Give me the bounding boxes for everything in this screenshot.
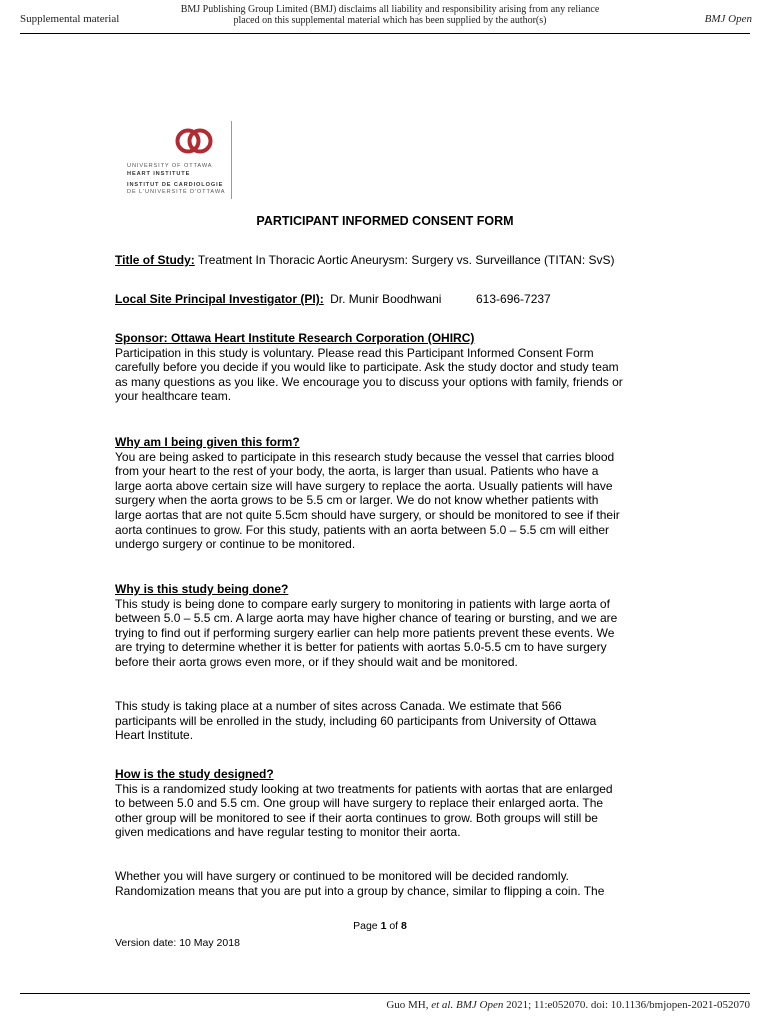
disclaimer-line-1: BMJ Publishing Group Limited (BMJ) disclaims all liability and responsibility arising from any reliance: [180, 4, 600, 15]
page-number: [0, 920, 760, 932]
sites-paragraph: [115, 699, 660, 743]
intro-line: carefully before you decide if you would like to participate. Ask the study doctor and study team: [115, 360, 619, 375]
design-line: to between 5.0 and 5.5 cm. One group will have surgery to replace their enlarged aorta. The: [115, 796, 604, 811]
citation-rest: 2021; 11:e052070. doi: 10.1136/bmjopen-2021-052070: [503, 999, 750, 1011]
why-study-section: [115, 582, 660, 670]
journal-name: BMJ Open: [704, 13, 752, 25]
version-date: Version date: 10 May 2018: [115, 937, 240, 949]
randomization-paragraph: [115, 869, 660, 898]
design-line: given medications and have regular testing to monitor their aorta.: [115, 825, 461, 840]
pi-name: Dr. Munir Boodhwani: [330, 292, 442, 306]
design-line: This is a randomized study looking at two treatments for patients with aortas that are enlarged: [115, 781, 613, 796]
logo-text-universite: DE L'UNIVERSITÉ D'OTTAWA: [127, 189, 226, 195]
pi-label: Local Site Principal Investigator (PI):: [115, 292, 324, 306]
page-of: of: [386, 920, 402, 932]
page-current: 1: [380, 920, 387, 932]
randomization-line: Randomization means that you are put into a group by chance, similar to flipping a coin. The: [115, 883, 605, 898]
why-study-line: This study is being done to compare early surgery to monitoring in patients with large aorta of: [115, 596, 610, 611]
citation-author: Guo MH,: [386, 999, 432, 1011]
design-section: [115, 767, 660, 840]
why-study-line: before their aorta grows even more, or if they should wait and be monitored.: [115, 654, 518, 669]
heart-logo-icon: [174, 126, 214, 156]
sponsor-heading: Sponsor: Ottawa Heart Institute Research Corporation (OHIRC): [115, 331, 475, 345]
logo-divider: [231, 121, 232, 199]
why-form-heading: Why am I being given this form?: [115, 435, 300, 449]
logo-text-heart-institute: HEART INSTITUTE: [127, 171, 191, 177]
logo-text-university: UNIVERSITY OF OTTAWA: [127, 163, 213, 169]
footer-divider: [20, 993, 750, 994]
why-study-line: are trying to determine whether it is better for patients with aortas 5.0-5.5 cm to have surgery: [115, 640, 607, 655]
supplemental-label: Supplemental material: [20, 13, 120, 25]
why-form-line: You are being asked to participate in this research study because the vessel that carries blood: [115, 449, 615, 464]
page-prefix: Page: [353, 920, 381, 932]
sites-line: participants will be enrolled in the study, including 60 participants from University of Ottawa: [115, 713, 597, 728]
design-line: other group will be monitored to see if their aorta continues to grow. Both groups will still be: [115, 810, 598, 825]
citation: [386, 999, 750, 1011]
heart-institute-logo: [122, 126, 232, 206]
intro-line: as many questions as you like. We encourage you to discuss your options with family, friends or: [115, 374, 623, 389]
pi-phone: 613-696-7237: [476, 292, 551, 306]
why-form-line: large aorta above certain size will have surgery to replace the aorta. Usually patients will have: [115, 478, 613, 493]
intro-line: Participation in this study is voluntary. Please read this Participant Informed Consent Form: [115, 345, 594, 360]
study-title-row: [115, 253, 614, 268]
intro-line: your healthcare team.: [115, 389, 232, 404]
why-form-line: large aortas that are not quite 5.5cm should have surgery, or should be monitored to see if their: [115, 507, 620, 522]
header-divider: [20, 33, 750, 34]
sites-line: This study is taking place at a number of sites across Canada. We estimate that 566: [115, 699, 562, 713]
why-form-line: from your heart to the rest of your body, the aorta, is larger than usual. Patients who have a: [115, 464, 599, 479]
study-title-label: Title of Study:: [115, 253, 195, 267]
disclaimer-line-2: placed on this supplemental material which has been supplied by the author(s): [233, 15, 547, 26]
sites-line: Heart Institute.: [115, 728, 194, 743]
why-study-line: between 5.0 – 5.5 cm. A large aorta may have higher chance of tearing or bursting, and we are: [115, 611, 618, 626]
sponsor-section: [115, 331, 660, 404]
page-title: PARTICIPANT INFORMED CONSENT FORM: [256, 214, 514, 228]
why-form-line: undergo surgery or continue to be monitored.: [115, 537, 356, 552]
randomization-line: Whether you will have surgery or continued to be monitored will be decided randomly.: [115, 869, 570, 883]
why-form-line: surgery when the aorta grows to be 5.5 cm or larger. We do not know whether patients with: [115, 493, 599, 508]
why-form-line: aorta continues to grow. For this study, patients with an aorta between 5.0 – 5.5 cm will either: [115, 522, 610, 537]
why-form-section: [115, 435, 660, 552]
disclaimer: [180, 4, 600, 26]
logo-text-institut: INSTITUT DE CARDIOLOGIE: [127, 182, 224, 188]
study-title-text: Treatment In Thoracic Aortic Aneurysm: Surgery vs. Surveillance (TITAN: SvS): [197, 253, 615, 267]
why-study-heading: Why is this study being done?: [115, 582, 289, 596]
citation-journal: et al. BMJ Open: [431, 999, 504, 1011]
design-heading: How is the study designed?: [115, 767, 274, 781]
pi-row: [115, 292, 441, 307]
page-total: 8: [401, 920, 407, 932]
why-study-line: trying to find out if performing surgery earlier can help more patients prevent these events. We: [115, 625, 615, 640]
